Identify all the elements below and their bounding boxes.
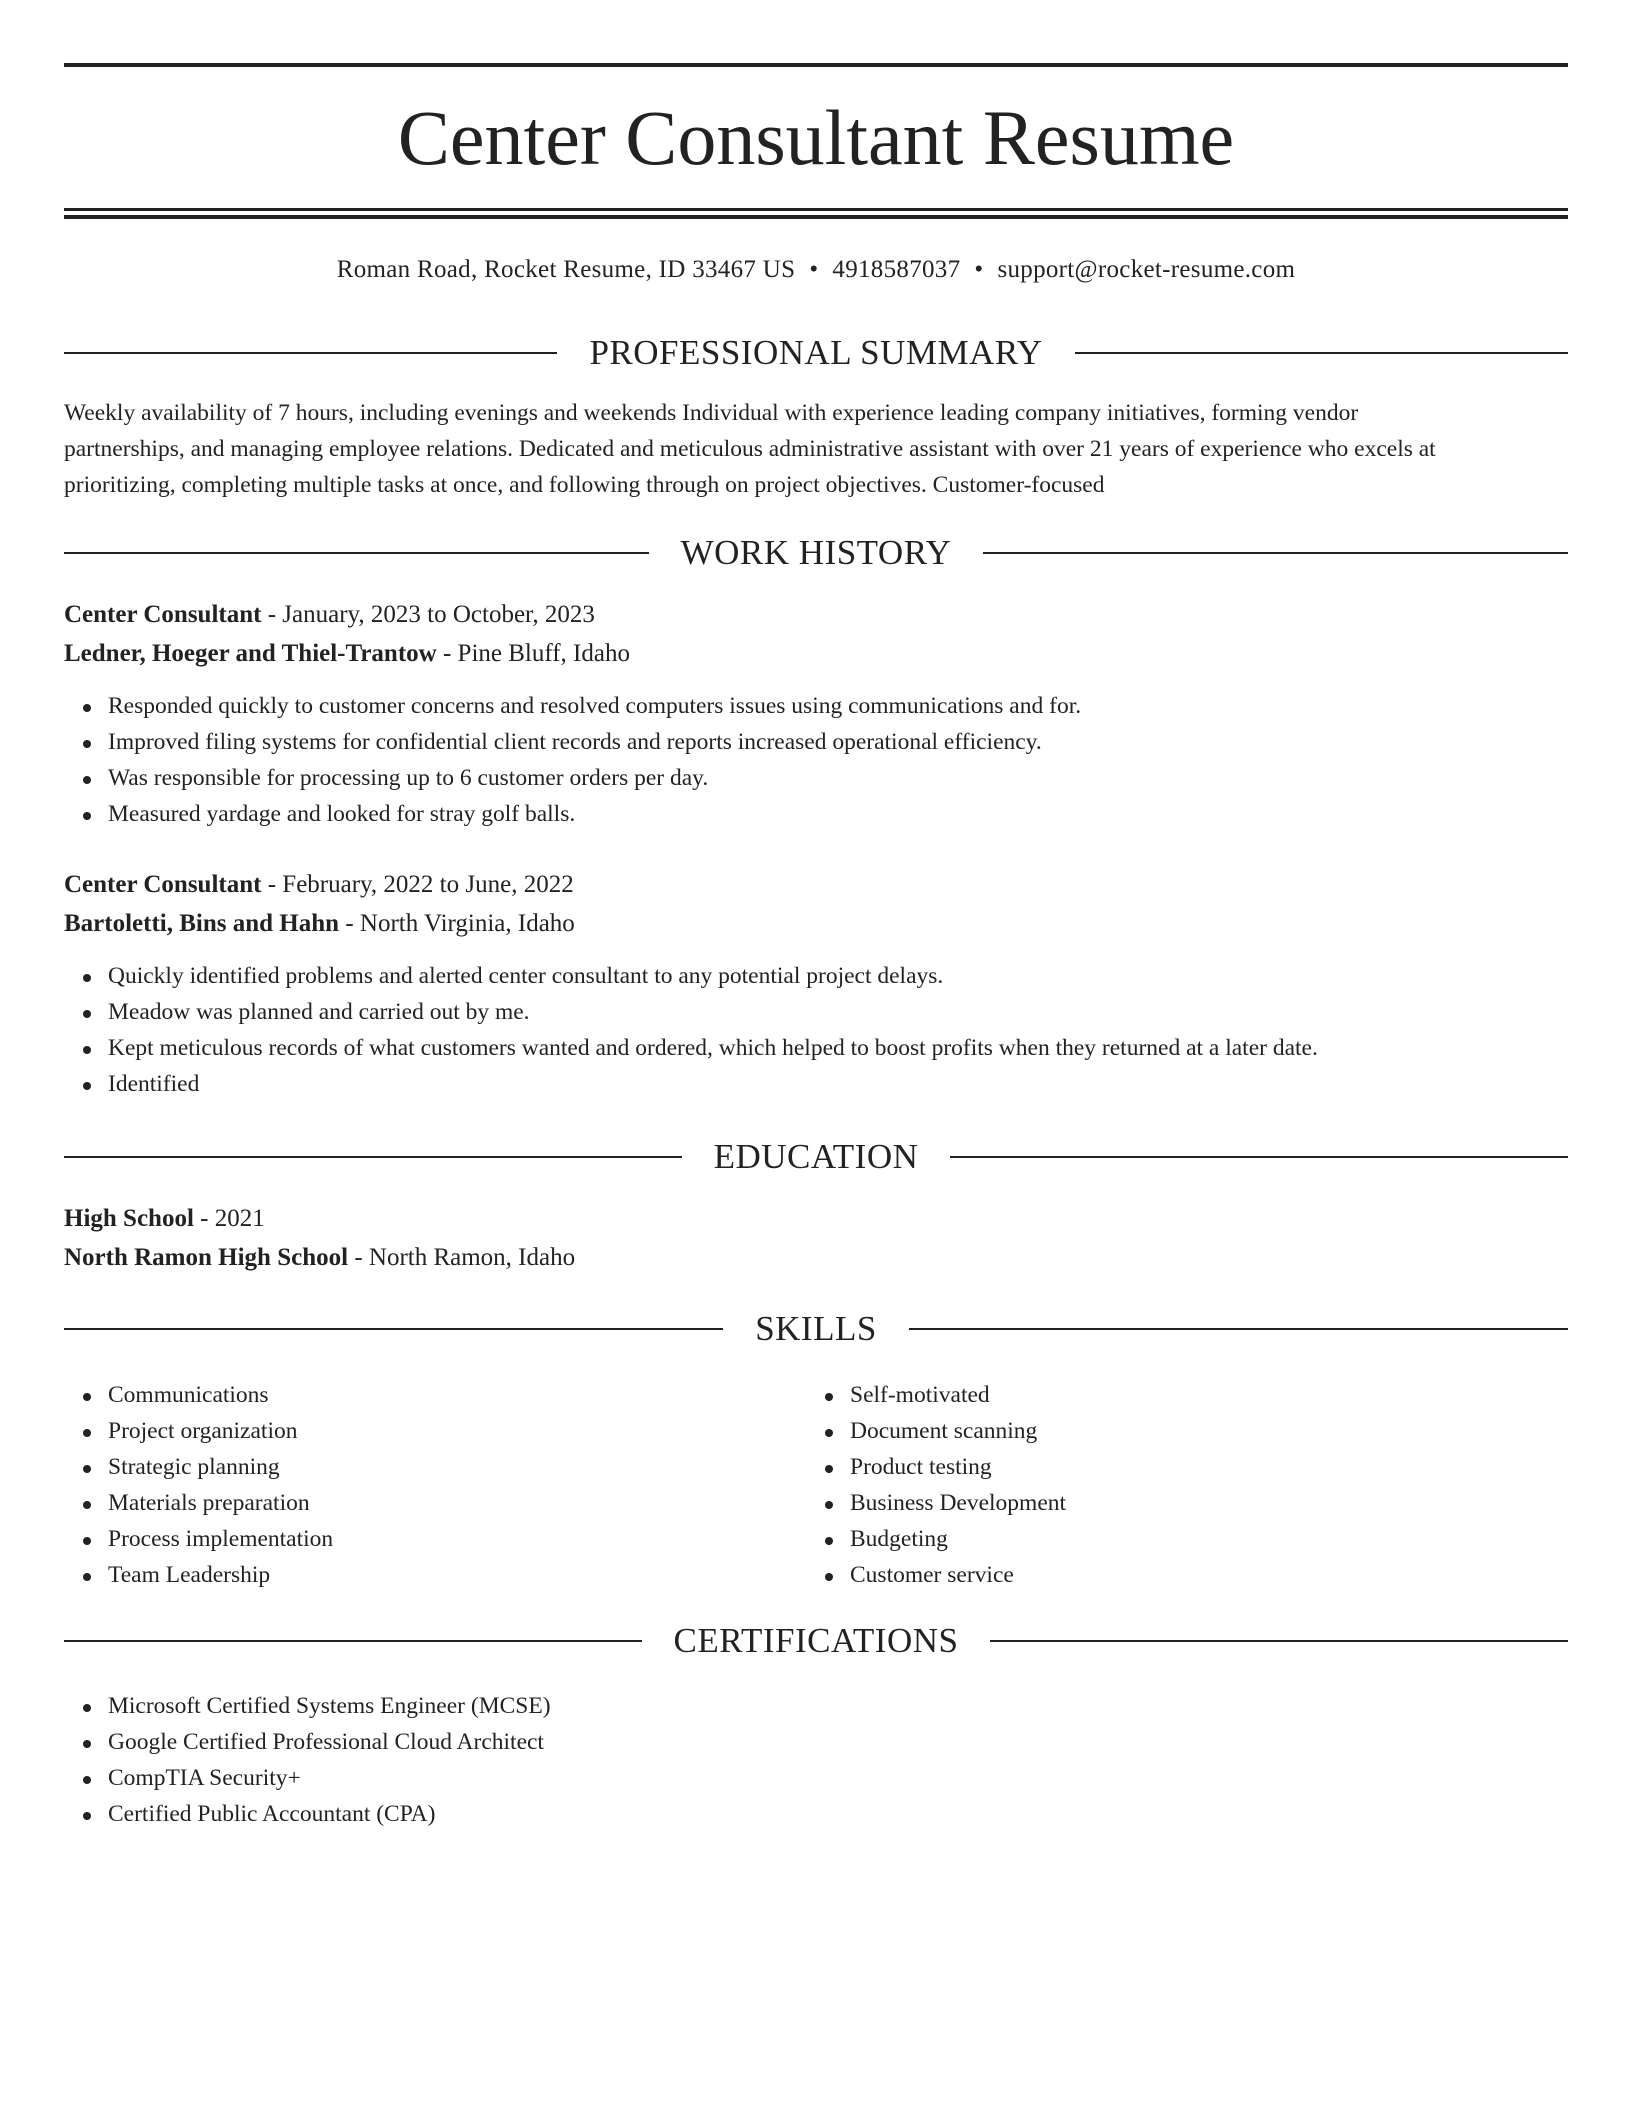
heading-rule-left: [64, 1640, 642, 1642]
list-item: Meadow was planned and carried out by me.: [108, 994, 1318, 1030]
list-item: Identified: [108, 1066, 1318, 1102]
contact-address: Roman Road, Rocket Resume, ID 33467 US: [336, 256, 796, 283]
resume-title: Center Consultant Resume: [397, 94, 1235, 181]
job-company-line: [64, 906, 1568, 942]
job-location: - North Virginia, Idaho: [345, 910, 575, 937]
skill-item: Customer service: [850, 1557, 1066, 1593]
list-item: Kept meticulous records of what customers wanted and ordered, which helped to boost profits when they returned at a later date.: [108, 1030, 1318, 1066]
work-history-heading: [64, 531, 1568, 575]
skill-item: Budgeting: [850, 1521, 1066, 1557]
heading-rule-left: [64, 552, 649, 554]
contact-line: [64, 252, 1568, 288]
skill-item: Project organization: [108, 1413, 333, 1449]
education-location: - North Ramon, Idaho: [354, 1244, 576, 1271]
section-title: CERTIFICATIONS: [673, 1621, 959, 1660]
contact-separator: •: [809, 256, 819, 283]
job-company: Bartoletti, Bins and Hahn: [64, 910, 340, 937]
contact-phone: 4918587037: [832, 256, 961, 283]
title-rule-lower: [64, 215, 1568, 219]
skill-item: Document scanning: [850, 1413, 1066, 1449]
skill-item: Team Leadership: [108, 1557, 333, 1593]
heading-rule-left: [64, 352, 557, 354]
list-item: Quickly identified problems and alerted center consultant to any potential project delays.: [108, 958, 1318, 994]
section-title: WORK HISTORY: [680, 533, 952, 572]
job-dates: - February, 2022 to June, 2022: [267, 871, 574, 898]
skill-item: Communications: [108, 1377, 333, 1413]
education-school: North Ramon High School: [64, 1244, 349, 1271]
certification-item: Microsoft Certified Systems Engineer (MCSE): [108, 1688, 551, 1724]
heading-rule-right: [1075, 352, 1568, 354]
list-item: Responded quickly to customer concerns and resolved computers issues using communications and for.: [108, 688, 1081, 724]
education-year: - 2021: [200, 1205, 265, 1232]
education-degree: High School: [64, 1205, 194, 1232]
job-bullets: [64, 958, 1318, 1102]
certifications-list: [64, 1688, 551, 1832]
top-rule: [64, 63, 1568, 67]
skill-item: Strategic planning: [108, 1449, 333, 1485]
skill-item: Business Development: [850, 1485, 1066, 1521]
heading-rule-right: [950, 1156, 1568, 1158]
contact-email: support@rocket-resume.com: [997, 256, 1296, 283]
section-title: SKILLS: [755, 1309, 877, 1348]
certification-item: Certified Public Accountant (CPA): [108, 1796, 551, 1832]
heading-rule-right: [909, 1328, 1568, 1330]
list-item: Improved filing systems for confidential client records and reports increased operational efficiency.: [108, 724, 1081, 760]
education-heading: [64, 1135, 1568, 1179]
heading-rule-right: [983, 552, 1568, 554]
education-degree-line: [64, 1201, 1568, 1237]
education-school-line: [64, 1240, 1568, 1276]
heading-rule-left: [64, 1328, 723, 1330]
heading-rule-left: [64, 1156, 682, 1158]
skill-item: Process implementation: [108, 1521, 333, 1557]
job-title-line: [64, 597, 1568, 633]
skills-list-right: [806, 1377, 1066, 1593]
contact-separator: •: [974, 256, 984, 283]
job-company-line: [64, 636, 1568, 672]
heading-rule-right: [990, 1640, 1568, 1642]
skills-list-left: [64, 1377, 333, 1593]
job-location: - Pine Bluff, Idaho: [442, 640, 630, 667]
skill-item: Materials preparation: [108, 1485, 333, 1521]
list-item: Was responsible for processing up to 6 customer orders per day.: [108, 760, 1081, 796]
title-rule-upper: [64, 208, 1568, 211]
job-dates: - January, 2023 to October, 2023: [267, 601, 595, 628]
summary-line: prioritizing, completing multiple tasks at once, and following through on project objectives. Customer-focused: [64, 472, 1105, 498]
summary-heading: [64, 331, 1568, 375]
skill-item: Self-motivated: [850, 1377, 1066, 1413]
job-title: Center Consultant: [64, 871, 262, 898]
skills-heading: [64, 1307, 1568, 1351]
section-title: PROFESSIONAL SUMMARY: [589, 333, 1043, 372]
job-title: Center Consultant: [64, 601, 262, 628]
summary-text: [64, 395, 1568, 503]
job-bullets: [64, 688, 1081, 832]
summary-line: Weekly availability of 7 hours, including evenings and weekends Individual with experience leading company initiatives, forming vendor: [64, 400, 1359, 426]
job-company: Ledner, Hoeger and Thiel-Trantow: [64, 640, 437, 667]
list-item: Measured yardage and looked for stray golf balls.: [108, 796, 1081, 832]
job-title-line: [64, 867, 1568, 903]
certification-item: Google Certified Professional Cloud Architect: [108, 1724, 551, 1760]
section-title: EDUCATION: [713, 1137, 919, 1176]
certification-item: CompTIA Security+: [108, 1760, 551, 1796]
certifications-heading: [64, 1619, 1568, 1663]
skill-item: Product testing: [850, 1449, 1066, 1485]
summary-line: partnerships, and managing employee relations. Dedicated and meticulous administrative assistant with over 21 years of experience who excels at: [64, 436, 1436, 462]
